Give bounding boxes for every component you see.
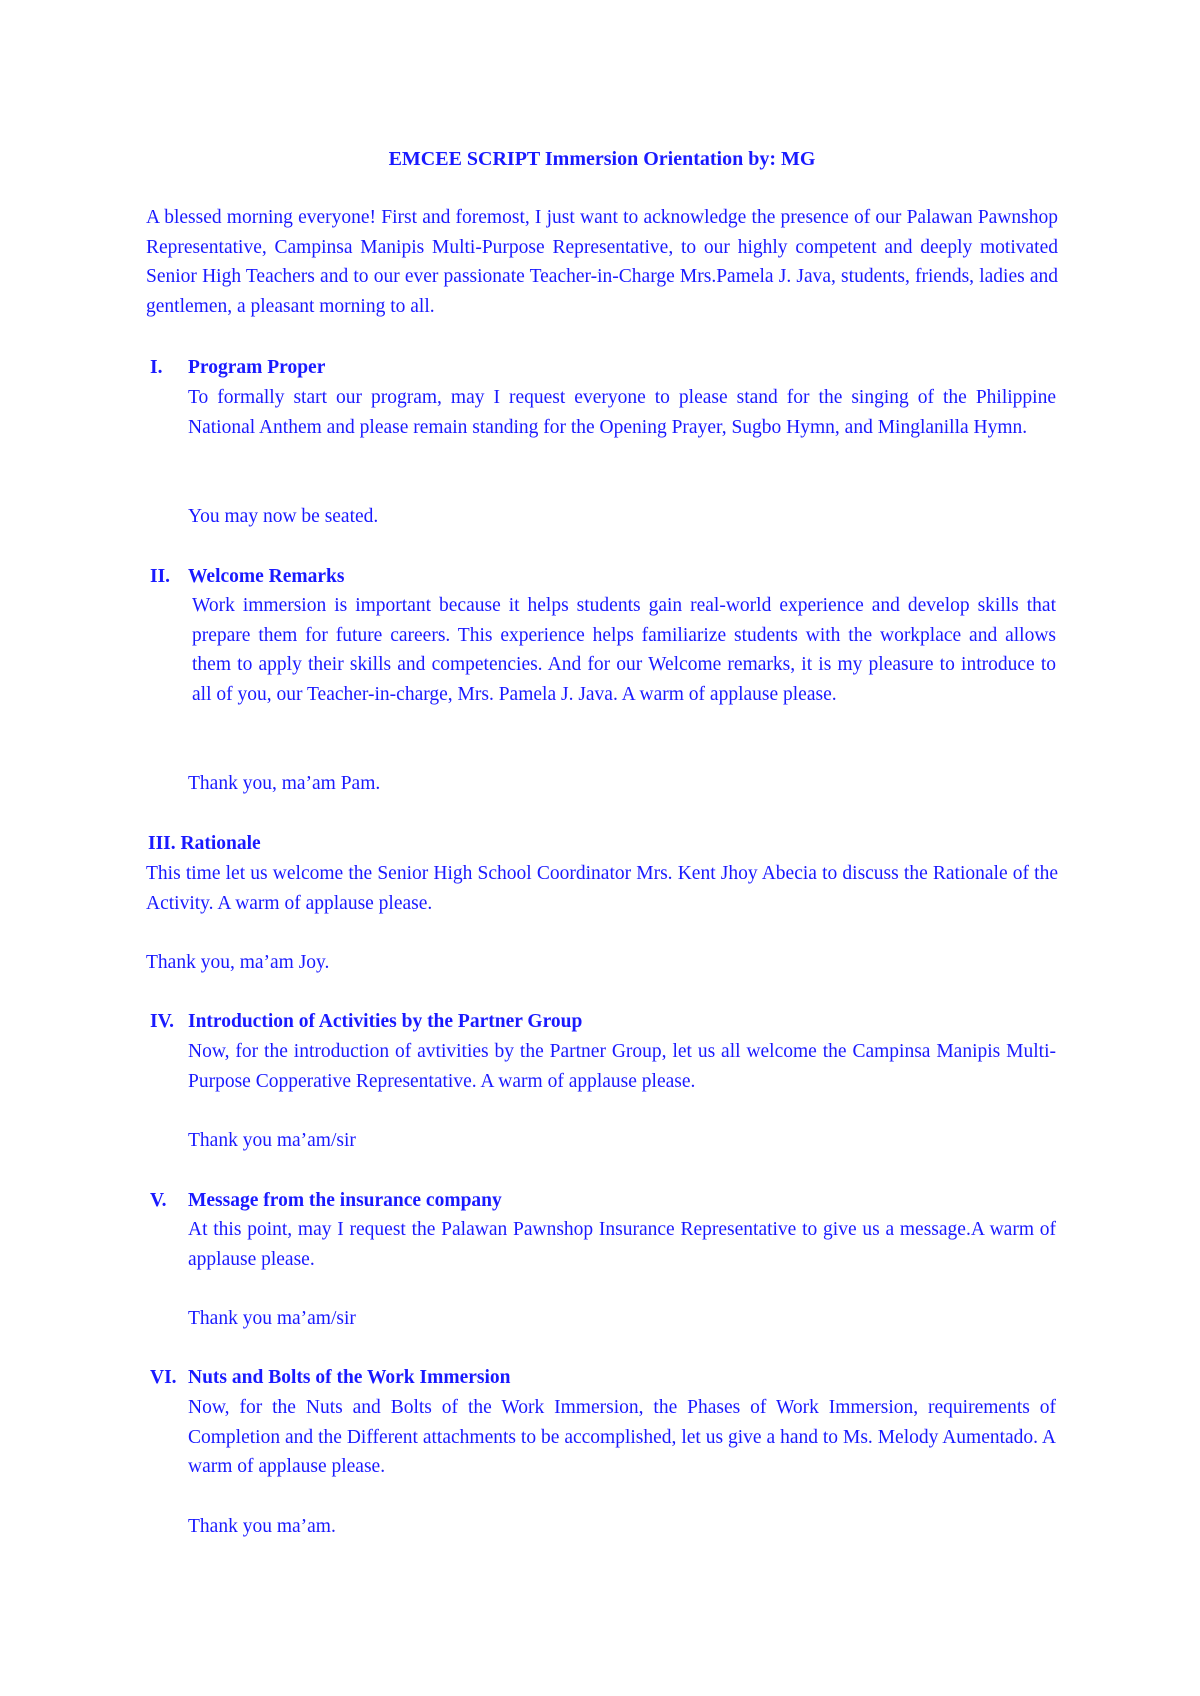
section-number: III. — [148, 833, 176, 854]
section-title: Introduction of Activities by the Partner Group — [188, 1011, 583, 1032]
section-body-nuts-and-bolts: Now, for the Nuts and Bolts of the Work Immersion, the Phases of Work Immersion, requirements of Completion and the Different attachments to be accomplished, let us give a hand to Ms. Melody Aumentado. A warm of applause please. — [188, 1397, 1056, 1478]
section-closing-introduction-of-activities: Thank you ma’am/sir — [188, 1130, 356, 1151]
section-number: I. — [150, 357, 163, 378]
section-title: Welcome Remarks — [188, 566, 345, 587]
section-title: Program Proper — [188, 357, 326, 378]
section-heading-program-proper — [150, 353, 325, 383]
section-body-rationale: This time let us welcome the Senior High School Coordinator Mrs. Kent Jhoy Abecia to discuss the Rationale of the Activity. A warm of applause please. — [146, 863, 1058, 914]
document-title: EMCEE SCRIPT Immersion Orientation by: MG — [388, 148, 816, 170]
intro-paragraph: A blessed morning everyone! First and foremost, I just want to acknowledge the presence of our Palawan Pawnshop Representative, Campinsa Manipis Multi-Purpose Representative, to our highly competent and deeply motivated Senior High Teachers and to our ever passionate Teacher-in-Charge Mrs.Pamela J. Java, students, friends, ladies and gentlemen, a pleasant morning to all. — [146, 207, 1058, 317]
section-heading-message-insurance — [150, 1186, 502, 1216]
section-heading-rationale — [148, 829, 261, 859]
section-heading-nuts-and-bolts — [150, 1363, 511, 1393]
section-title: Nuts and Bolts of the Work Immersion — [188, 1367, 511, 1388]
section-number: IV. — [150, 1011, 175, 1032]
section-title: Message from the insurance company — [188, 1190, 502, 1211]
section-body-welcome-remarks: Work immersion is important because it helps students gain real-world experience and develop skills that prepare them for future careers. This experience helps familiarize students with the workplace and allows them to apply their skills and competencies. And for our Welcome remarks, it is my pleasure to introduce to all of you, our Teacher-in-charge, Mrs. Pamela J. Java. A warm of applause please. — [192, 595, 1056, 705]
section-title: Rationale — [180, 833, 261, 854]
section-closing-rationale: Thank you, ma’am Joy. — [146, 952, 330, 973]
section-number: VI. — [150, 1367, 177, 1388]
section-closing-message-insurance: Thank you ma’am/sir — [188, 1308, 356, 1329]
section-number: V. — [150, 1190, 167, 1211]
section-heading-welcome-remarks — [150, 562, 345, 592]
section-closing-program-proper: You may now be seated. — [188, 506, 379, 527]
section-body-introduction-of-activities: Now, for the introduction of avtivities by the Partner Group, let us all welcome the Campinsa Manipis Multi-Purpose Copperative Representative. A warm of applause please. — [188, 1041, 1056, 1092]
section-body-program-proper: To formally start our program, may I request everyone to please stand for the singing of the Philippine National Anthem and please remain standing for the Opening Prayer, Sugbo Hymn, and Minglanilla Hymn. — [188, 387, 1056, 438]
section-closing-nuts-and-bolts: Thank you ma’am. — [188, 1516, 336, 1537]
section-heading-introduction-of-activities — [150, 1007, 582, 1037]
section-number: II. — [150, 566, 171, 587]
section-body-message-insurance: At this point, may I request the Palawan Pawnshop Insurance Representative to give us a message.A warm of applause please. — [188, 1219, 1056, 1270]
section-closing-welcome-remarks: Thank you, ma’am Pam. — [188, 773, 381, 794]
